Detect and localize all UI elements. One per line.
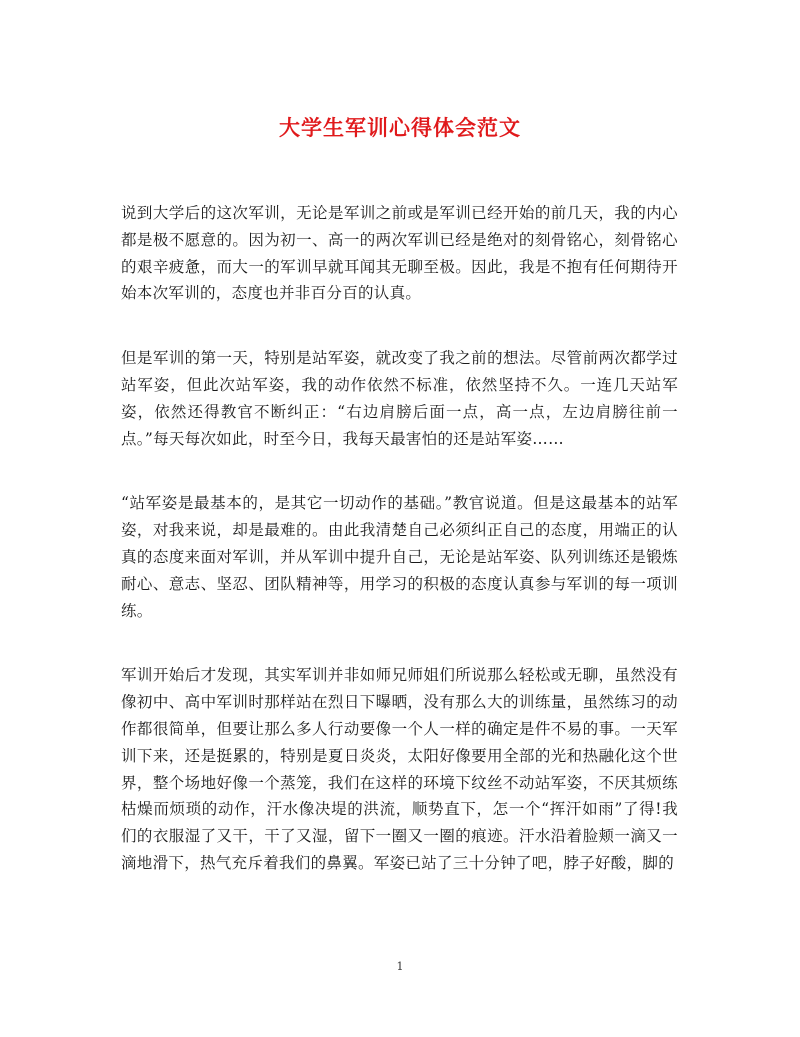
paragraph-3: “站军姿是最基本的，是其它一切动作的基础。”教官说道。但是这最基本的站军姿，对我来说，却是最难的。由此我清楚自己必须纠正自己的态度，用端正的认真的态度来面对军训，并从军训中提升自己，无论是站军姿、队列训练还是锻炼耐心、意志、坚忍、团队精神等，用学习的积极的态度认真参与军训的每一项训练。 <box>121 494 678 620</box>
paragraph-4: 军训开始后才发现，其实军训并非如师兄师姐们所说那么轻松或无聊，虽然没有像初中、高中军训时那样站在烈日下曝晒，没有那么大的训练量，虽然练习的动作都很简单，但要让那么多人行动要像一个人一样的确定是件不易的事。一天军训下来，还是挺累的，特别是夏日炎炎，太阳好像要用全部的光和热融化这个世界，整个场地好像一个蒸笼，我们在这样的环境下纹丝不动站军姿，不厌其烦练枯燥而烦琐的动作，汗水像决堤的洪流，顺势直下，怎一个“挥汗如雨”了得!我们的衣服湿了又干，干了又湿，留下一圈又一圈的痕迹。汗水沿着脸颊一滴又一滴地滑下，热气充斥着我们的鼻翼。军姿已站了三十分钟了吧，脖子好酸，脚的 <box>121 666 678 872</box>
document-title: 大学生军训心得体会范文 <box>279 115 521 140</box>
paragraph-2: 但是军训的第一天，特别是站军姿，就改变了我之前的想法。尽管前两次都学过站军姿，但此次站军姿，我的动作依然不标准，依然坚持不久。一连几天站军姿，依然还得教官不断纠正：“右边肩膀后面一点，高一点，左边肩膀往前一点。”每天每次如此，时至今日，我每天最害怕的还是站军姿…… <box>121 349 678 448</box>
paragraph-1: 说到大学后的这次军训，无论是军训之前或是军训已经开始的前几天，我的内心都是极不愿意的。因为初一、高一的两次军训已经是绝对的刻骨铭心，刻骨铭心的艰辛疲惫，而大一的军训早就耳闻其无聊至极。因此，我是不抱有任何期待开始本次军训的，态度也并非百分百的认真。 <box>121 204 678 303</box>
document-body <box>121 200 678 877</box>
page-number: 1 <box>396 960 404 973</box>
